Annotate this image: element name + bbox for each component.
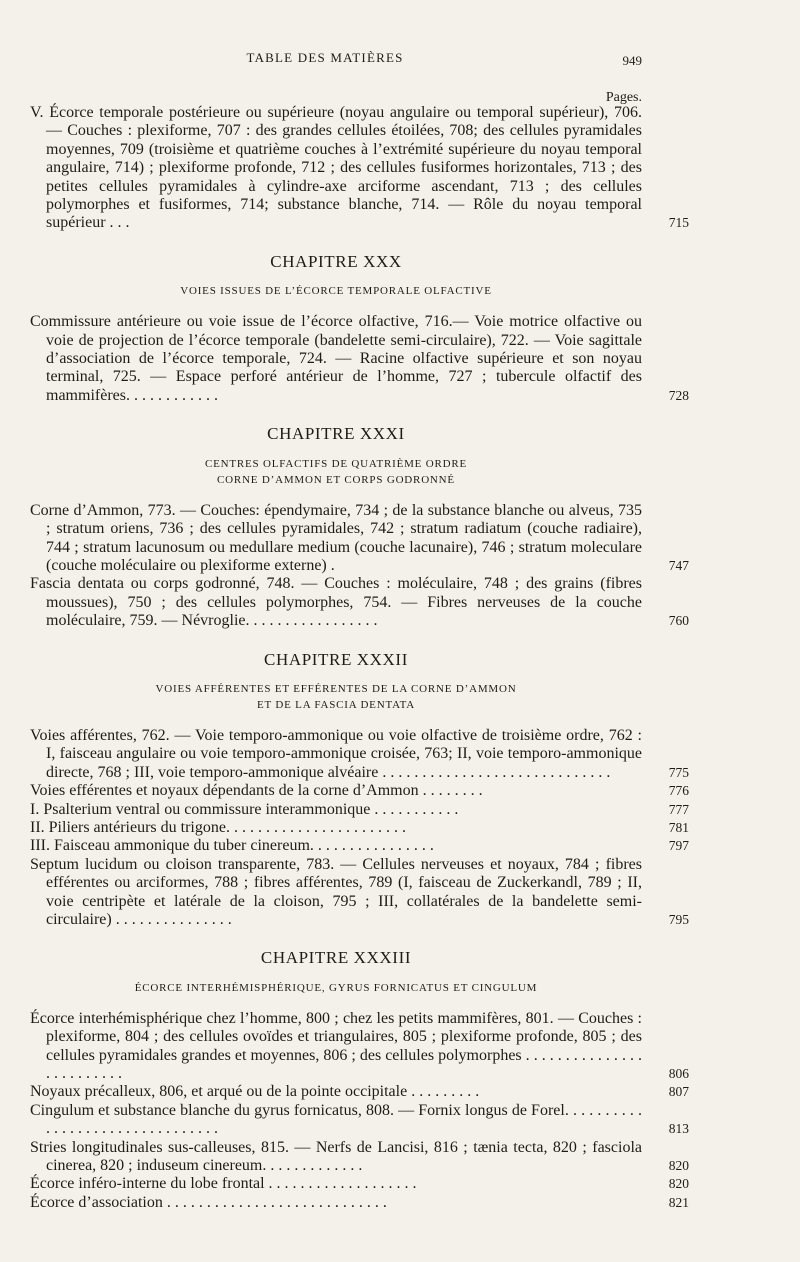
toc-entry xyxy=(30,575,689,630)
chapter-subtitle: VOIES ISSUES DE L’ÉCORCE TEMPORALE OLFACTIVE xyxy=(180,285,492,298)
toc-entry-text: V. Écorce temporale postérieure ou supérieure (noyau angulaire ou temporal supérieur), 706. — Couches : plexiforme, 707 : des grandes cellules étoilées, 708; des cellules pyramidales moyennes, 709 (troisième et quatrième couches à l’extrémité supérieure du noyau temporal angulaire, 714) ; plexiforme profonde, 712 ; des cellules fusiformes horizontales, 713 ; des petites cellules pyramidales à cylindre-axe arciforme ascendant, 713 ; des cellules polymorphes et fusiformes, 714; substance blanche, 714. — Rôle du noyau temporal supérieur . . . xyxy=(30,104,642,232)
toc-section xyxy=(30,649,689,930)
chapter-subtitle-block xyxy=(30,980,642,996)
table-of-contents xyxy=(30,104,689,1212)
toc-entry-page: 760 xyxy=(668,613,689,629)
toc-entry xyxy=(30,818,689,837)
toc-entry-page: 781 xyxy=(668,819,689,835)
toc-section xyxy=(30,424,689,630)
toc-entry xyxy=(30,726,689,782)
toc-entry xyxy=(30,800,689,819)
toc-entry-text: Commissure antérieure ou voie issue de l’écorce olfactive, 716.— Voie motrice olfactive ou voie de projection de l’écorce temporale (bandelette semi-circulaire), 722. — Voie sagittale d’association de l’écorce temporale, 724. — Racine olfactive supérieure et son noyau terminal, 725. — Espace perforé antérieur de l’homme, 727 ; tubercule olfactif des mammifères. . . . . . . . . . . . xyxy=(30,313,642,404)
toc-entry-page: 747 xyxy=(668,557,689,573)
toc-entry-page: 777 xyxy=(668,801,689,817)
toc-entry-page: 715 xyxy=(668,215,689,231)
toc-entry-text: Écorce inféro-interne du lobe frontal . . . . . . . . . . . . . . . . . . . xyxy=(30,1175,417,1193)
toc-entry-text: Corne d’Ammon, 773. — Couches: épendymaire, 734 ; de la substance blanche ou alveus, 735 ; stratum oriens, 736 ; des cellules pyramidales, 742 ; stratum radiatum (couche radiaire), 744 ; stratum lacunosum ou medullare medium (couche lacunaire), 746 ; stratum moleculare (couche moléculaire ou plexiforme externe) . xyxy=(30,501,642,574)
toc-entry xyxy=(30,1193,689,1212)
toc-entry xyxy=(30,782,689,800)
toc-entry-text: Fascia dentata ou corps godronné, 748. — Couches : moléculaire, 748 ; des grains (fibres moussues), 750 ; des cellules polymorphes, 754. — Fibres nerveuses de la couche moléculaire, 759. — Névroglie. . . . . . . . . . . . . . . . . xyxy=(30,575,642,630)
toc-entry-text: I. Psalterium ventral ou commissure interammonique . . . . . . . . . . . xyxy=(30,800,459,818)
chapter-heading: CHAPITRE XXXIII xyxy=(260,948,412,968)
chapter-subtitle: CORNE D’AMMON ET CORPS GODRONNÉ xyxy=(217,473,455,486)
toc-section xyxy=(30,104,689,233)
pages-column-label: Pages. xyxy=(605,90,642,105)
toc-entry-text: Voies afférentes, 762. — Voie temporo-ammonique ou voie olfactive de troisième ordre, 762 : I, faisceau angulaire ou voie temporo-ammonique croisée, 763; II, voie temporo-ammonique directe, 768 ; III, voie temporo-ammonique alvéaire . . . . . . . . . . . . . . . . . . . . . . . . . . . . . xyxy=(30,726,642,781)
toc-entry xyxy=(30,501,689,576)
toc-entry-page: 820 xyxy=(668,1158,689,1174)
toc-entry-text: Écorce d’association . . . . . . . . . . . . . . . . . . . . . . . . . . . . xyxy=(30,1193,387,1211)
toc-entry-page: 821 xyxy=(668,1194,689,1210)
toc-entry-text: Septum lucidum ou cloison transparente, 783. — Cellules nerveuses et noyaux, 784 ; fibres efférentes ou arciformes, 788 ; fibres afférentes, 789 (I, faisceau de Zuckerkandl, 789 ; II, voie centripète et latérale de la cloison, 795 ; III, collatérales de la bandelette semi-circulaire) . . . . . . . . . . . . . . . xyxy=(30,855,642,928)
chapter-subtitle-block xyxy=(30,681,642,713)
toc-entry-page: 728 xyxy=(668,387,689,403)
toc-entry-text: Voies efférentes et noyaux dépendants de la corne d’Ammon . . . . . . . . xyxy=(30,782,483,800)
toc-entry-page: 795 xyxy=(668,912,689,927)
toc-entry-text: Écorce interhémisphérique chez l’homme, 800 ; chez les petits mammifères, 801. — Couches : plexiforme, 804 ; des cellules ovoïdes et triangulaires, 805 ; plexiforme profonde, 805 ; des cellules pyramidales grandes et moyennes, 806 ; des cellules polymorphes . . . . . . . . . . . . . . . . . . . . . . . . . xyxy=(30,1009,642,1083)
toc-entry xyxy=(30,855,689,930)
running-head xyxy=(0,50,800,70)
toc-entry xyxy=(30,837,689,855)
chapter-subtitle: VOIES AFFÉRENTES ET EFFÉRENTES DE LA CORNE D’AMMON xyxy=(155,682,517,695)
chapter-heading: CHAPITRE XXX xyxy=(270,251,402,271)
page-number: 949 xyxy=(622,53,642,68)
toc-entry-page: 813 xyxy=(668,1121,689,1137)
toc-entry xyxy=(30,1083,689,1101)
toc-entry xyxy=(30,313,689,405)
toc-entry-text: III. Faisceau ammonique du tuber cinereum. . . . . . . . . . . . . . . . xyxy=(30,837,434,855)
toc-entry xyxy=(30,104,689,233)
chapter-heading: CHAPITRE XXXI xyxy=(267,424,405,444)
chapter-subtitle: ET DE LA FASCIA DENTATA xyxy=(256,698,415,711)
toc-entry xyxy=(30,1101,689,1139)
toc-section xyxy=(30,251,689,405)
toc-entry-page: 776 xyxy=(668,783,689,799)
toc-entry-text: Noyaux précalleux, 806, et arqué ou de la pointe occipitale . . . . . . . . . xyxy=(30,1083,480,1101)
toc-section xyxy=(30,948,689,1212)
toc-entry-page: 807 xyxy=(668,1084,689,1100)
toc-entry-text: Stries longitudinales sus-calleuses, 815. — Nerfs de Lancisi, 816 ; tænia tecta, 820 ; fasciola cinerea, 820 ; induseum cinereum. . . . . . . . . . . . . xyxy=(30,1138,642,1175)
toc-entry xyxy=(30,1175,689,1193)
toc-entry-page: 820 xyxy=(668,1176,689,1192)
chapter-subtitle-block xyxy=(30,283,642,299)
chapter-subtitle: CENTRES OLFACTIFS DE QUATRIÈME ORDRE xyxy=(204,457,468,470)
toc-entry-text: Cingulum et substance blanche du gyrus fornicatus, 808. — Fornix longus de Forel. . . . . . . . . . . . . . . . . . . . . . . . . . . . . . . . xyxy=(30,1101,642,1138)
toc-entry-page: 797 xyxy=(668,838,689,854)
toc-entry xyxy=(30,1009,689,1084)
toc-entry-page: 806 xyxy=(668,1066,689,1082)
chapter-subtitle: ÉCORCE INTERHÉMISPHÉRIQUE, GYRUS FORNICATUS ET CINGULUM xyxy=(134,981,538,994)
chapter-subtitle-block xyxy=(30,456,642,488)
running-head-title: TABLE DES MATIÈRES xyxy=(246,50,404,65)
toc-entry-page: 775 xyxy=(668,764,689,780)
toc-entry-text: II. Piliers antérieurs du trigone. . . . . . . . . . . . . . . . . . . . . . . xyxy=(30,818,406,836)
chapter-heading: CHAPITRE XXXII xyxy=(264,649,408,669)
toc-entry xyxy=(30,1138,689,1176)
